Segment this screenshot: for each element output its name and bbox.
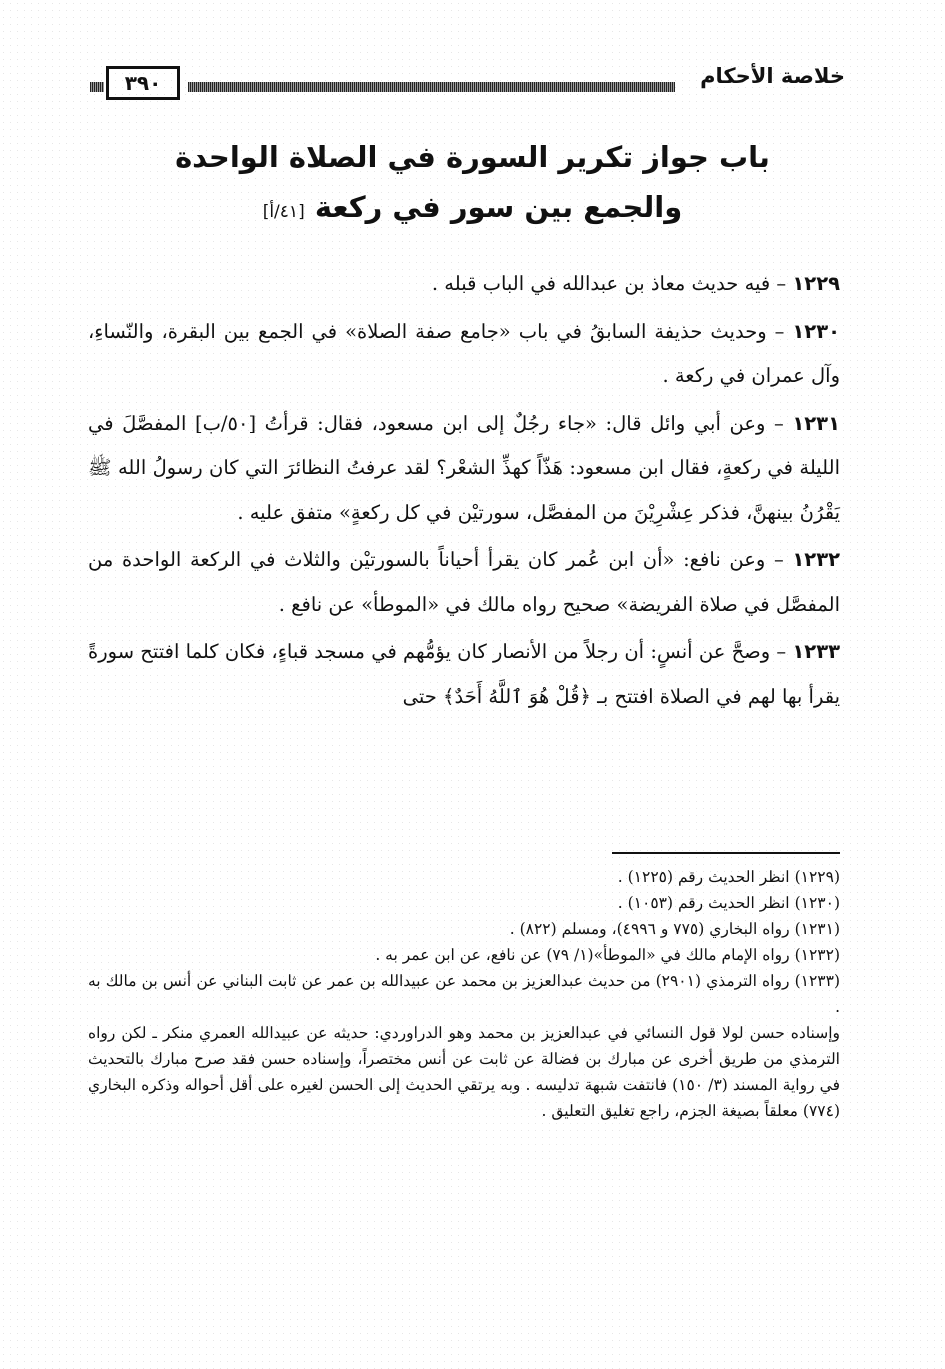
hadith-number: ١٢٣٠ <box>792 319 840 343</box>
hadith-text: وعن أبي وائل قال: «جاء رجُلٌ إلى ابن مسعود، فقال: قرأتُ [٥٠/ب] المفصَّلَ في الليلة في ركعةٍ، فقال ابن مسعود: هَذّاً كهذِّ الشعْر؟ لقد عرفتُ النظائرَ التي كان رسولُ الله ﷺ يَقْرُنُ بينهنَّ، فذكر عِشْرِيْنَ من المفصَّل، سورتيْن في كل ركعةٍ» متفق عليه . <box>88 411 840 524</box>
chapter-heading-line-1: باب جواز تكرير السورة في الصلاة الواحدة <box>175 140 770 174</box>
header-ornament-bar-left <box>90 82 104 92</box>
footnote-1233-continuation: وإسناده حسن لولا قول النسائي في عبدالعزيز بن محمد وهو الدراوردي: حديثه عن عبيدالله العمري منكر ـ لكن رواه الترمذي من طريق أخرى عن مبارك بن فضالة عن ثابت عن أنس مختصراً، وإسناده حسن فقد صرح مبارك بالتحديث في رواية المسند (٣/ ١٥٠) فانتفت شبهة تدليسه . وبه يرتقي الحديث إلى الحسن لغيره على أقل أحواله وذكره البخاري (٧٧٤) معلقاً بصيغة الجزم، راجع تغليق التعليق . <box>88 1024 840 1120</box>
hadith-text: فيه حديث معاذ بن عبدالله في الباب قبله . <box>431 272 771 295</box>
footnote-1233 <box>88 968 840 1020</box>
footnote-text: انظر الحديث رقم (١٠٥٣) . <box>617 894 790 912</box>
hadith-number: ١٢٣٣ <box>792 640 840 663</box>
footnote-text: رواه الإمام مالك في «الموطأ»(١/ ٧٩) عن نافع، عن ابن عمر به . <box>375 946 790 964</box>
hadith-1229: ١٢٢٩ – فيه حديث معاذ بن عبدالله في الباب قبله . <box>431 272 840 295</box>
chapter-heading <box>120 132 825 237</box>
footnote-number: (١٢٣٠) <box>794 894 840 912</box>
hadith-1230: ١٢٣٠ – وحديث حذيفة السابقُ في باب «جامع صفة الصلاة» في الجمع بين البقرة، والنّساءِ، وآل عمران في ركعة . <box>88 319 840 387</box>
footnote-text: انظر الحديث رقم (١٢٢٥) . <box>617 868 790 886</box>
footnote-number: (١٢٣١) <box>794 920 840 938</box>
footnote-1232 <box>88 942 840 968</box>
footnote-text: رواه الترمذي (٢٩٠١) من حديث عبدالعزيز بن محمد عن عبيدالله بن عمر عن ثابت البناني عن أنس بن مالك به . <box>88 972 840 1016</box>
footnote-separator <box>612 852 840 854</box>
chapter-heading-line-2 <box>120 182 825 237</box>
header-ornament-bar <box>188 82 675 92</box>
hadith-number: ١٢٣٢ <box>792 548 840 571</box>
hadith-1232: ١٢٣٢ – وعن نافع: «أن ابن عُمر كان يقرأ أحياناً بالسورتيْن والثلاث في الركعة الواحدة من المفصَّل في صلاة الفريضة» صحيح رواه مالك في «الموطأ» عن نافع . <box>88 548 840 616</box>
hadith-text: وعن نافع: «أن ابن عُمر كان يقرأ أحياناً بالسورتيْن والثلاث في الركعة الواحدة من المفصَّل في صلاة الفريضة» صحيح رواه مالك في «الموطأ» عن نافع . <box>88 548 840 616</box>
hadith-1233: ١٢٣٣ – وصحَّ عن أنسٍ: أن رجلاً من الأنصار كان يؤمُّهم في مسجد قباءٍ، فكان كلما افتتح سورةً يقرأ بها لهم في الصلاة افتتح بـ ﴿قُلْ هُوَ ٱللَّهُ أَحَدٌ﴾ حتى <box>88 640 840 708</box>
footnote-number: (١٢٢٩) <box>794 868 840 886</box>
footnote-number: (١٢٣٣) <box>794 972 840 990</box>
footnote-number: (١٢٣٢) <box>794 946 840 964</box>
footnote-1230 <box>88 890 840 916</box>
hadith-text: وحديث حذيفة السابقُ في باب «جامع صفة الصلاة» في الجمع بين البقرة، والنّساءِ، وآل عمران في ركعة . <box>88 319 840 387</box>
footnote-1231 <box>88 916 840 942</box>
main-text <box>88 262 840 722</box>
footnote-text: رواه البخاري (٧٧٥ و ٤٩٩٦)، ومسلم (٨٢٢) . <box>509 920 790 938</box>
footnotes <box>88 864 840 1124</box>
book-title: خلاصة الأحكام <box>700 64 845 88</box>
hadith-number: ١٢٣١ <box>792 411 840 435</box>
hadith-text: وصحَّ عن أنسٍ: أن رجلاً من الأنصار كان يؤمُّهم في مسجد قباءٍ، فكان كلما افتتح سورةً يقرأ بها لهم في الصلاة افتتح بـ ﴿قُلْ هُوَ ٱللَّهُ أَحَدٌ﴾ حتى <box>88 640 840 708</box>
manuscript-reference: [٤١/أ] <box>262 202 305 222</box>
hadith-number: ١٢٢٩ <box>792 272 840 295</box>
page-number: ٣٩٠ <box>106 66 180 100</box>
footnote-1229 <box>88 864 840 890</box>
chapter-heading-line-2-text: والجمع بين سور في ركعة <box>314 190 683 224</box>
running-header <box>90 62 845 106</box>
hadith-1231: ١٢٣١ – وعن أبي وائل قال: «جاء رجُلٌ إلى ابن مسعود، فقال: قرأتُ [٥٠/ب] المفصَّلَ في الليلة في ركعةٍ، فقال ابن مسعود: هَذّاً كهذِّ الشعْر؟ لقد عرفتُ النظائرَ التي كان رسولُ الله ﷺ يَقْرُنُ بينهنَّ، فذكر عِشْرِيْنَ من المفصَّل، سورتيْن في كل ركعةٍ» متفق عليه . <box>88 411 840 524</box>
